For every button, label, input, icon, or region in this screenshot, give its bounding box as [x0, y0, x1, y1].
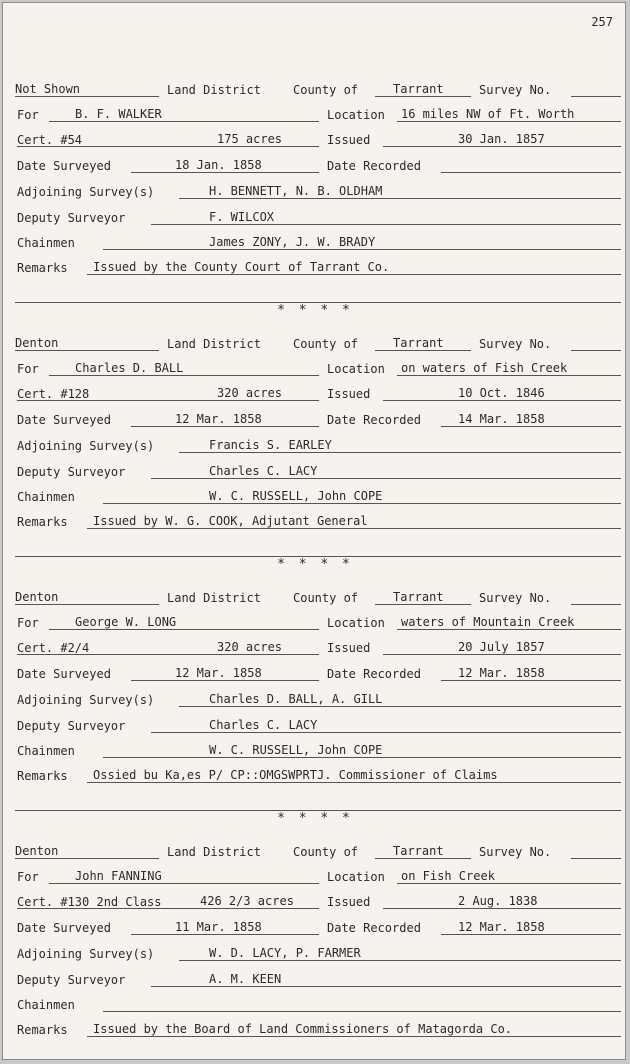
form-row	[3, 661, 626, 687]
date-recorded-line-value: 14 Mar. 1858	[458, 412, 545, 426]
issued-line-value: 2 Aug. 1838	[458, 894, 538, 908]
label-land-district: Land District	[167, 591, 261, 605]
form-row	[3, 1045, 626, 1060]
form-row	[3, 381, 626, 407]
acres-line-value: 426 2/3 acres	[200, 894, 294, 908]
chainmen-line-value: James ZONY, J. W. BRADY	[209, 235, 376, 249]
label-location: Location	[327, 616, 385, 630]
adjoining-line-value: H. BENNETT, N. B. OLDHAM	[209, 184, 383, 198]
label-deputy-surveyor: Deputy Surveyor	[17, 465, 126, 479]
label-deputy-surveyor: Deputy Surveyor	[17, 211, 126, 225]
cert-number: Cert. #130 2nd Class	[17, 895, 162, 909]
deputy-line-value: Charles C. LACY	[209, 718, 318, 732]
date-recorded-line-value: 12 Mar. 1858	[458, 666, 545, 680]
remarks-continuation-line	[15, 1050, 621, 1060]
label-adjoining: Adjoining Survey(s)	[17, 185, 155, 199]
form-row	[3, 889, 626, 915]
for-line-value: Charles D. BALL	[75, 361, 184, 375]
chainmen-line	[103, 997, 621, 1012]
label-issued: Issued	[327, 133, 371, 147]
district-line-value: Denton	[15, 844, 59, 858]
label-for: For	[17, 108, 39, 122]
label-land-district: Land District	[167, 845, 261, 859]
form-row	[3, 992, 626, 1018]
label-chainmen: Chainmen	[17, 744, 75, 758]
county-line-value: Tarrant	[393, 844, 444, 858]
form-row	[3, 509, 626, 535]
label-issued: Issued	[327, 641, 371, 655]
district-line-value: Not Shown	[15, 82, 81, 96]
label-issued: Issued	[327, 895, 371, 909]
date-recorded-line-value: 12 Mar. 1858	[458, 920, 545, 934]
document-page	[2, 2, 626, 1060]
page-number: 257	[591, 15, 613, 29]
location-line-value: waters of Mountain Creek	[401, 615, 575, 629]
issued-line-value: 20 July 1857	[458, 640, 545, 654]
form-row	[3, 102, 626, 128]
form-row	[3, 331, 626, 357]
label-for: For	[17, 362, 39, 376]
cert-number: Cert. #54	[17, 133, 83, 147]
record-separator: * * * *	[277, 303, 353, 318]
label-survey-no: Survey No.	[479, 591, 552, 605]
county-line-value: Tarrant	[393, 336, 444, 350]
form-row	[3, 839, 626, 865]
form-row	[3, 941, 626, 967]
date-surveyed-line-value: 18 Jan. 1858	[175, 158, 262, 172]
label-chainmen: Chainmen	[17, 998, 75, 1012]
form-row	[3, 763, 626, 789]
for-line-value: John FANNING	[75, 869, 162, 883]
form-row	[3, 484, 626, 510]
form-row	[3, 713, 626, 739]
acres-line-value: 175 acres	[217, 132, 283, 146]
label-date-recorded: Date Recorded	[327, 667, 421, 681]
label-land-district: Land District	[167, 337, 261, 351]
issued-line-value: 30 Jan. 1857	[458, 132, 545, 146]
remarks-continuation-line	[15, 288, 621, 303]
form-row	[3, 179, 626, 205]
survey-no-line	[571, 336, 621, 351]
adjoining-line-value: W. D. LACY, P. FARMER	[209, 946, 361, 960]
acres-line-value: 320 acres	[217, 386, 283, 400]
label-deputy-surveyor: Deputy Surveyor	[17, 719, 126, 733]
label-county-of: County of	[293, 845, 359, 859]
county-line-value: Tarrant	[393, 82, 444, 96]
form-row	[3, 610, 626, 636]
form-row	[3, 433, 626, 459]
remarks-line-value: Ossied bu Ka,es P/ CP::OMGSWPRTJ. Commissioner of Claims	[93, 768, 498, 782]
label-deputy-surveyor: Deputy Surveyor	[17, 973, 126, 987]
remarks-continuation-line	[15, 796, 621, 811]
label-remarks: Remarks	[17, 1023, 68, 1037]
deputy-line-value: A. M. KEEN	[209, 972, 282, 986]
adjoining-line-value: Charles D. BALL, A. GILL	[209, 692, 383, 706]
remarks-continuation-line	[15, 542, 621, 557]
district-line-value: Denton	[15, 336, 59, 350]
form-row	[3, 459, 626, 485]
survey-no-line	[571, 82, 621, 97]
label-location: Location	[327, 870, 385, 884]
form-row	[3, 738, 626, 764]
label-location: Location	[327, 108, 385, 122]
label-survey-no: Survey No.	[479, 337, 552, 351]
label-date-surveyed: Date Surveyed	[17, 413, 111, 427]
label-date-surveyed: Date Surveyed	[17, 667, 111, 681]
cert-number: Cert. #2/4	[17, 641, 90, 655]
label-date-recorded: Date Recorded	[327, 921, 421, 935]
chainmen-line-value: W. C. RUSSELL, John COPE	[209, 489, 383, 503]
label-adjoining: Adjoining Survey(s)	[17, 947, 155, 961]
record-separator: * * * *	[277, 811, 353, 826]
survey-no-line	[571, 844, 621, 859]
cert-number: Cert. #128	[17, 387, 90, 401]
survey-no-line	[571, 590, 621, 605]
location-line-value: on Fish Creek	[401, 869, 495, 883]
label-remarks: Remarks	[17, 261, 68, 275]
label-chainmen: Chainmen	[17, 236, 75, 250]
label-location: Location	[327, 362, 385, 376]
record-separator: * * * *	[277, 557, 353, 572]
form-row	[3, 356, 626, 382]
for-line-value: B. F. WALKER	[75, 107, 162, 121]
label-county-of: County of	[293, 337, 359, 351]
label-date-recorded: Date Recorded	[327, 159, 421, 173]
date-surveyed-line-value: 12 Mar. 1858	[175, 666, 262, 680]
deputy-line-value: F. WILCOX	[209, 210, 275, 224]
label-date-recorded: Date Recorded	[327, 413, 421, 427]
district-line-value: Denton	[15, 590, 59, 604]
adjoining-line-value: Francis S. EARLEY	[209, 438, 332, 452]
county-line-value: Tarrant	[393, 590, 444, 604]
date-surveyed-line-value: 12 Mar. 1858	[175, 412, 262, 426]
label-issued: Issued	[327, 387, 371, 401]
form-row	[3, 205, 626, 231]
label-land-district: Land District	[167, 83, 261, 97]
form-row	[3, 967, 626, 993]
form-row	[3, 153, 626, 179]
label-date-surveyed: Date Surveyed	[17, 921, 111, 935]
remarks-line-value: Issued by the Board of Land Commissioners of Matagorda Co.	[93, 1022, 513, 1036]
date-recorded-line	[441, 158, 621, 173]
chainmen-line-value: W. C. RUSSELL, John COPE	[209, 743, 383, 757]
location-line-value: on waters of Fish Creek	[401, 361, 568, 375]
form-row	[3, 915, 626, 941]
form-row	[3, 127, 626, 153]
remarks-line-value: Issued by W. G. COOK, Adjutant General	[93, 514, 368, 528]
label-county-of: County of	[293, 83, 359, 97]
location-line-value: 16 miles NW of Ft. Worth	[401, 107, 575, 121]
label-adjoining: Adjoining Survey(s)	[17, 693, 155, 707]
label-survey-no: Survey No.	[479, 845, 552, 859]
form-row	[3, 1017, 626, 1043]
label-chainmen: Chainmen	[17, 490, 75, 504]
label-survey-no: Survey No.	[479, 83, 552, 97]
label-date-surveyed: Date Surveyed	[17, 159, 111, 173]
issued-line-value: 10 Oct. 1846	[458, 386, 545, 400]
date-surveyed-line-value: 11 Mar. 1858	[175, 920, 262, 934]
form-row	[3, 77, 626, 103]
form-row	[3, 687, 626, 713]
acres-line-value: 320 acres	[217, 640, 283, 654]
for-line-value: George W. LONG	[75, 615, 177, 629]
form-row	[3, 635, 626, 661]
form-row	[3, 255, 626, 281]
remarks-line-value: Issued by the County Court of Tarrant Co.	[93, 260, 390, 274]
label-remarks: Remarks	[17, 769, 68, 783]
label-county-of: County of	[293, 591, 359, 605]
label-adjoining: Adjoining Survey(s)	[17, 439, 155, 453]
form-row	[3, 230, 626, 256]
form-row	[3, 585, 626, 611]
deputy-line-value: Charles C. LACY	[209, 464, 318, 478]
label-for: For	[17, 616, 39, 630]
label-for: For	[17, 870, 39, 884]
label-remarks: Remarks	[17, 515, 68, 529]
form-row	[3, 864, 626, 890]
form-row	[3, 407, 626, 433]
